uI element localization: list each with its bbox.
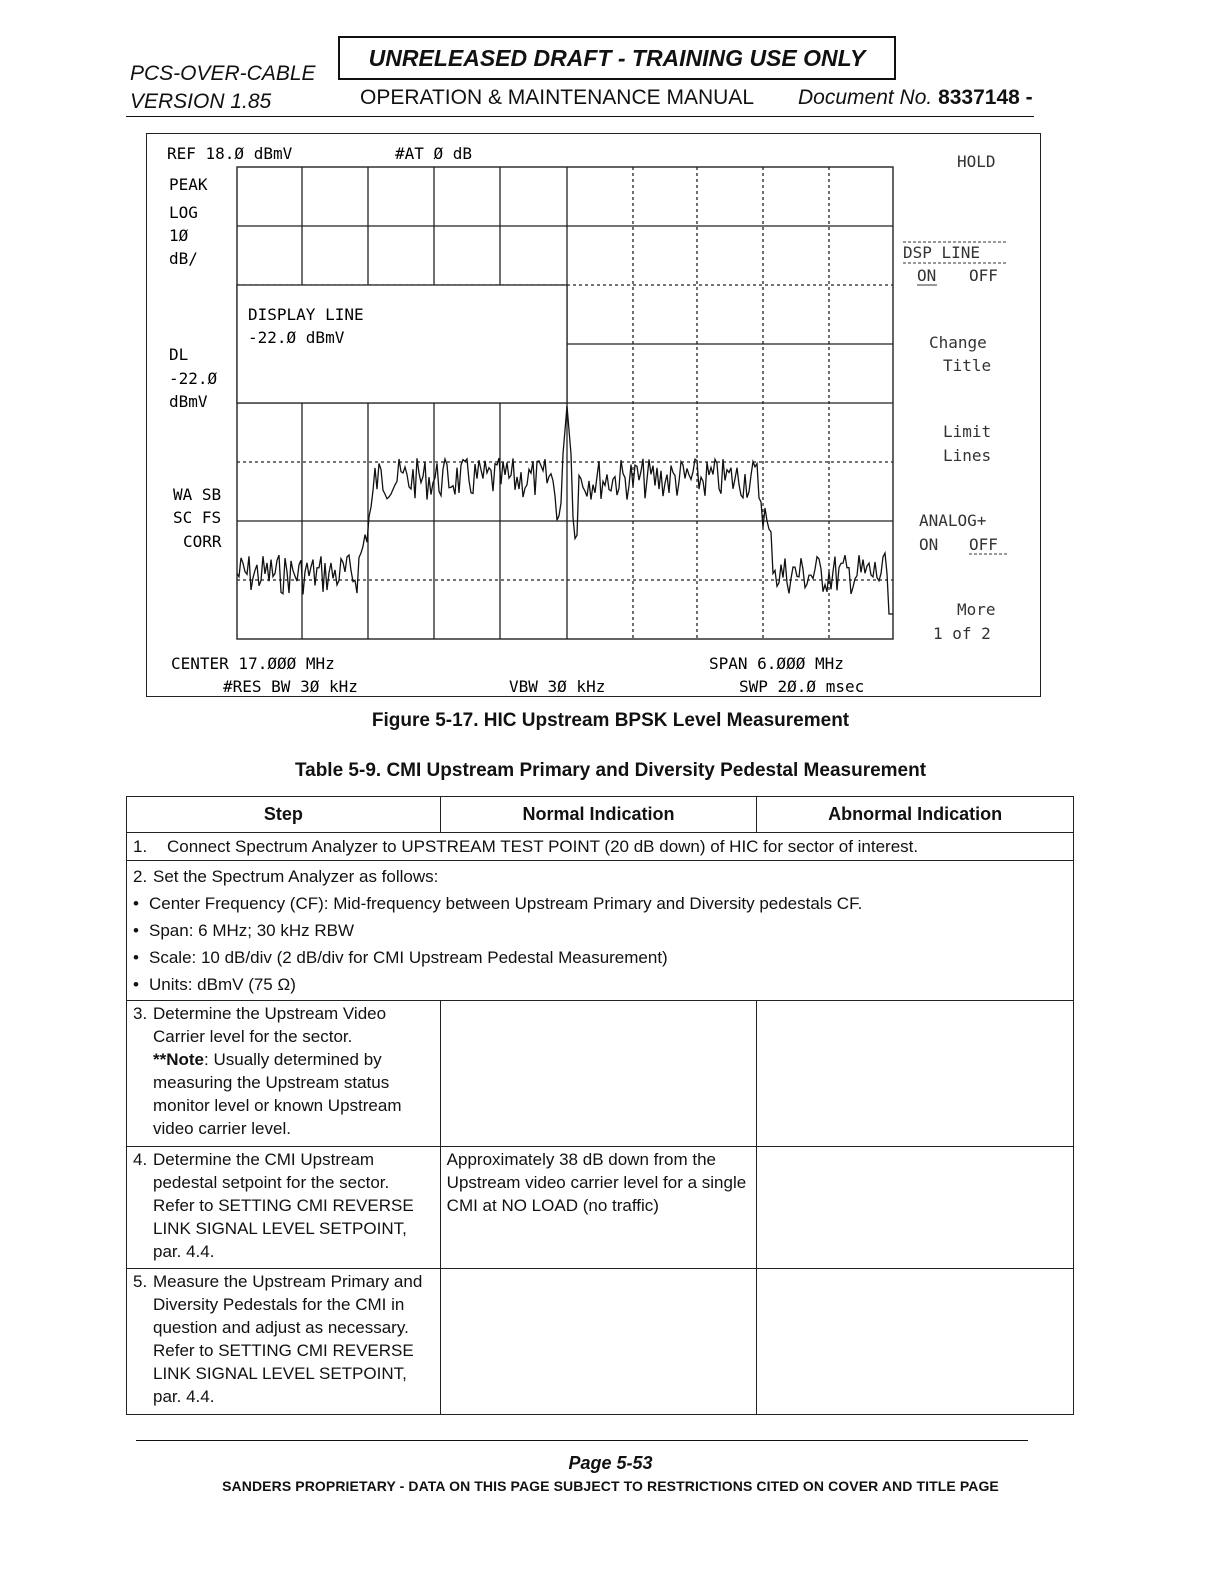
product-title	[130, 60, 316, 116]
spectrum-analyzer-figure	[146, 133, 1041, 697]
list-item: • Span: 6 MHz; 30 kHz RBW	[133, 917, 1067, 944]
center-frequency-label: CENTER 17.ØØØ MHz	[171, 654, 335, 673]
spectrum-analyzer-screen	[147, 134, 1040, 696]
step-5-cell	[127, 1269, 441, 1415]
ref-level-label: REF 18.Ø dBmV	[167, 144, 293, 163]
step-3-normal	[440, 1001, 757, 1147]
table-row	[127, 861, 1074, 1001]
step-2-text: Set the Spectrum Analyzer as follows:	[153, 867, 439, 886]
step-5-number: 5.	[133, 1272, 148, 1291]
step-2-bullet-1: Center Frequency (CF): Mid-frequency between Upstream Primary and Diversity pedestals CF.	[149, 894, 863, 913]
manual-title: OPERATION & MAINTENANCE MANUAL	[360, 86, 754, 109]
res-bw-label: #RES BW 3Ø kHz	[223, 677, 358, 696]
detector-label: PEAK	[169, 175, 208, 194]
step-3-text: Determine the Upstream Video Carrier level for the sector.	[153, 1004, 387, 1046]
step-4-text: Determine the CMI Upstream pedestal setpoint for the sector. Refer to SETTING CMI REVERSE LINK SIGNAL LEVEL SETPOINT, par. 4.4.	[153, 1150, 414, 1261]
step-5-text: Measure the Upstream Primary and Diversity Pedestals for the CMI in question and adjust as necessary. Refer to SETTING CMI REVERSE LINK SIGNAL LEVEL SETPOINT, par. 4.4.	[153, 1272, 423, 1406]
table-row	[127, 833, 1074, 861]
step-1	[133, 835, 1067, 858]
dsp-line-off[interactable]: OFF	[969, 266, 998, 285]
procedure-table	[126, 796, 1074, 1415]
step-4-normal: Approximately 38 dB down from the Upstream video carrier level for a single CMI at NO LOAD (no traffic)	[440, 1147, 757, 1269]
table-row	[127, 1001, 1074, 1147]
step-3-number: 3.	[133, 1004, 148, 1023]
softkey-change-title-line1[interactable]: Change	[929, 333, 987, 352]
proprietary-notice: SANDERS PROPRIETARY - DATA ON THIS PAGE SUBJECT TO RESTRICTIONS CITED ON COVER AND TITLE PAGE	[222, 1478, 999, 1494]
document-label: Document No.	[798, 86, 933, 109]
step-4-abnormal	[757, 1147, 1074, 1269]
list-item: • Center Frequency (CF): Mid-frequency between Upstream Primary and Diversity pedestals CF.	[133, 890, 1067, 917]
step-3-cell	[127, 1001, 441, 1147]
product-line-2: VERSION 1.85	[130, 90, 272, 113]
step-3	[133, 1002, 434, 1140]
analog-off[interactable]: OFF	[969, 535, 998, 554]
step-2-bullet-4: Units: dBmV (75 Ω)	[149, 975, 296, 994]
softkey-hold[interactable]: HOLD	[957, 152, 996, 171]
scale-value-label: 1Ø	[169, 226, 189, 245]
draft-banner: UNRELEASED DRAFT - TRAINING USE ONLY	[338, 36, 896, 80]
header-normal-indication: Normal Indication	[440, 797, 757, 833]
dl-value-label: -22.Ø	[169, 369, 218, 388]
step-5-abnormal	[757, 1269, 1074, 1415]
step-3-abnormal	[757, 1001, 1074, 1147]
correction-label-1: WA SB	[173, 485, 222, 504]
step-3-note	[153, 1048, 434, 1140]
footer-rule	[136, 1440, 1028, 1441]
list-item: • Scale: 10 dB/div (2 dB/div for CMI Upstream Pedestal Measurement)	[133, 944, 1067, 971]
scale-unit-label: dB/	[169, 249, 198, 268]
step-3-note-text: : Usually determined by measuring the Upstream status monitor level or known Upstream video carrier level.	[153, 1050, 402, 1138]
step-2-bullet-3: Scale: 10 dB/div (2 dB/div for CMI Upstream Pedestal Measurement)	[149, 948, 668, 967]
table-header-row	[127, 797, 1074, 833]
display-line-title: DISPLAY LINE	[248, 305, 364, 324]
correction-label-2: SC FS	[173, 508, 222, 527]
step-1-cell	[127, 833, 1074, 861]
list-item: • Units: dBmV (75 Ω)	[133, 971, 1067, 998]
page-number: Page 5-53	[568, 1453, 653, 1473]
document-number	[798, 86, 1033, 110]
step-5-normal	[440, 1269, 757, 1415]
figure-caption: Figure 5-17. HIC Upstream BPSK Level Measurement	[371, 710, 850, 731]
softkey-analog[interactable]: ANALOG+	[919, 511, 987, 530]
display-line-value: -22.Ø dBmV	[248, 328, 345, 347]
softkey-limit-lines-line1[interactable]: Limit	[943, 422, 992, 441]
sweep-time-label: SWP 2Ø.Ø msec	[739, 677, 865, 696]
header-rule	[126, 116, 1034, 117]
step-4-cell	[127, 1147, 441, 1269]
correction-label-3: CORR	[183, 532, 222, 551]
header-abnormal-indication: Abnormal Indication	[757, 797, 1074, 833]
table-row	[127, 1147, 1074, 1269]
softkey-limit-lines-line2[interactable]: Lines	[943, 446, 992, 465]
step-5	[133, 1270, 434, 1408]
header-step: Step	[127, 797, 441, 833]
analog-on[interactable]: ON	[919, 535, 939, 554]
step-4	[133, 1148, 434, 1263]
step-1-text: Connect Spectrum Analyzer to UPSTREAM TEST POINT (20 dB down) of HIC for sector of interest.	[167, 837, 919, 856]
softkey-dsp-line[interactable]: DSP LINE	[903, 243, 981, 262]
product-line-1: PCS-OVER-CABLE	[130, 62, 316, 85]
scale-type-label: LOG	[169, 203, 198, 222]
span-label: SPAN 6.ØØØ MHz	[709, 654, 844, 673]
table-caption: Table 5-9. CMI Upstream Primary and Diversity Pedestal Measurement	[294, 760, 927, 781]
step-3-note-label: **Note	[153, 1050, 205, 1069]
softkey-change-title-line2[interactable]: Title	[943, 356, 992, 375]
step-2-number: 2.	[133, 867, 148, 886]
step-2	[133, 863, 1067, 890]
dsp-line-on[interactable]: ON	[917, 266, 937, 285]
softkey-more[interactable]: More	[957, 600, 996, 619]
softkey-page-indicator: 1 of 2	[933, 624, 991, 643]
table-row	[127, 1269, 1074, 1415]
dl-unit-label: dBmV	[169, 392, 208, 411]
vbw-label: VBW 3Ø kHz	[509, 677, 606, 696]
step-2-cell	[127, 861, 1074, 1001]
dl-label: DL	[169, 345, 189, 364]
step-2-bullet-2: Span: 6 MHz; 30 kHz RBW	[149, 921, 355, 940]
document-number-value: 8337148 -	[938, 86, 1033, 109]
attenuation-label: #AT Ø dB	[395, 144, 473, 163]
step-4-number: 4.	[133, 1150, 148, 1169]
spectrum-trace	[237, 406, 893, 614]
step-1-number: 1.	[133, 837, 148, 856]
